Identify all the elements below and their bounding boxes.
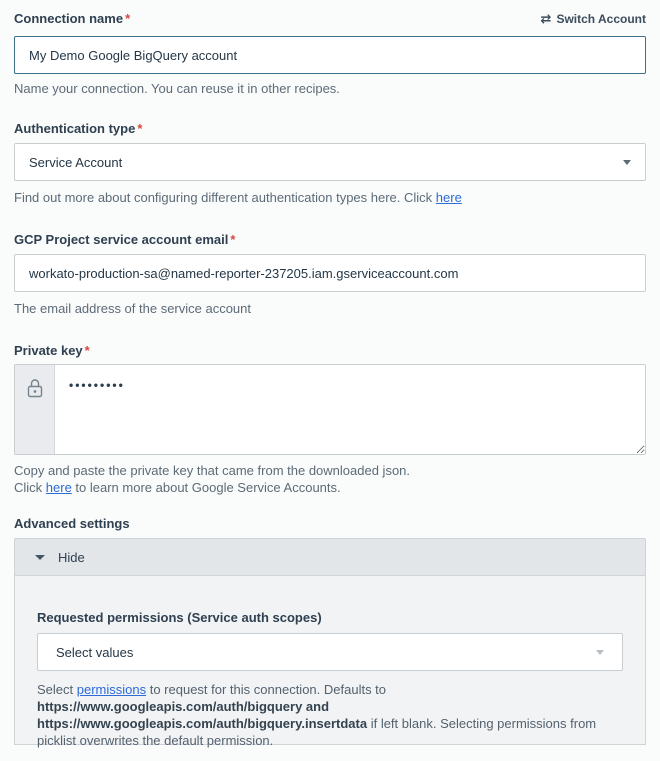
connection-name-input[interactable] xyxy=(14,36,646,74)
connection-name-label-text: Connection name xyxy=(14,11,124,26)
service-account-email-input[interactable] xyxy=(14,254,646,292)
permissions-hint-before: Select xyxy=(37,682,77,697)
switch-account-label: Switch Account xyxy=(556,12,646,26)
advanced-settings-heading: Advanced settings xyxy=(14,516,130,531)
required-asterisk: * xyxy=(137,121,143,136)
auth-type-here-link[interactable]: here xyxy=(435,190,462,205)
chevron-down-icon xyxy=(623,160,631,165)
private-key-hint-line2-after: to learn more about Google Service Accounts. xyxy=(71,480,341,495)
required-asterisk: * xyxy=(230,232,236,247)
private-key-hint-line1: Copy and paste the private key that came from the downloaded json. xyxy=(14,463,411,478)
auth-type-select[interactable] xyxy=(14,143,646,181)
permissions-label: Requested permissions (Service auth scopes) xyxy=(37,610,322,625)
advanced-settings-toggle[interactable] xyxy=(14,538,646,576)
permissions-hint-bold: https://www.googleapis.com/auth/bigquery and https://www.googleapis.com/auth/bigquery.insertdata xyxy=(37,699,368,731)
switch-account-button[interactable] xyxy=(541,12,646,26)
permissions-hint-mid: to request for this connection. Defaults to xyxy=(146,682,387,697)
auth-type-hint xyxy=(14,190,646,206)
required-asterisk: * xyxy=(125,11,131,26)
chevron-down-icon xyxy=(596,650,604,655)
advanced-toggle-label: Hide xyxy=(58,549,85,565)
service-account-email-label-text: GCP Project service account email xyxy=(14,232,229,247)
connection-name-label-row xyxy=(14,11,646,27)
private-key-input[interactable] xyxy=(55,365,645,454)
auth-type-label-text: Authentication type xyxy=(14,121,136,136)
lock-icon xyxy=(15,365,55,454)
private-key-label xyxy=(14,343,646,359)
private-key-label-text: Private key xyxy=(14,343,83,358)
auth-type-label xyxy=(14,121,646,137)
service-account-email-label xyxy=(14,232,646,248)
private-key-hint-line2 xyxy=(14,479,646,496)
chevron-down-icon xyxy=(35,555,45,560)
permissions-select[interactable] xyxy=(37,633,623,671)
required-asterisk: * xyxy=(84,343,90,358)
private-key-field xyxy=(14,364,646,455)
permissions-link[interactable]: permissions xyxy=(76,682,147,697)
private-key-hint xyxy=(14,462,646,496)
switch-account-icon: ⇄ xyxy=(540,11,552,26)
permissions-hint xyxy=(37,681,623,749)
private-key-hint-line2-before: Click xyxy=(14,480,46,495)
permissions-hint-after: if left blank. Selecting permissions from picklist overwrites the default permission. xyxy=(37,716,597,748)
advanced-settings-panel xyxy=(14,576,646,748)
connection-name-label xyxy=(14,11,130,27)
auth-type-hint-text: Find out more about configuring different authentication types here. Click xyxy=(14,190,436,205)
service-account-email-hint: The email address of the service account xyxy=(14,301,252,316)
private-key-here-link[interactable]: here xyxy=(45,480,72,495)
auth-type-selected-value: Service Account xyxy=(29,154,123,170)
connection-name-hint: Name your connection. You can reuse it in other recipes. xyxy=(14,81,340,96)
permissions-placeholder: Select values xyxy=(56,644,134,660)
